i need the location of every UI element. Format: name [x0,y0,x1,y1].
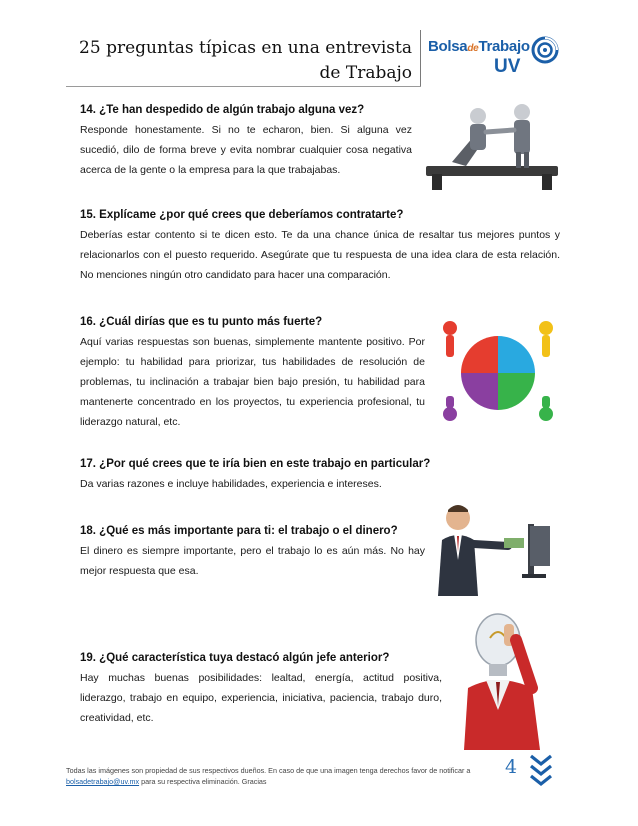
question-answer: Hay muchas buenas posibilidades: lealtad, energía, actitud positiva, liderazgo, trabajo en equipo, experiencia, iniciativa, paciencia, trabajo duro, creatividad, etc. [80,672,442,724]
puzzle-teamwork-image [436,314,560,432]
businessman-money-computer-image [430,500,558,596]
page-number: 4 [505,756,518,778]
footer-text: Todas las imágenes son propiedad de sus respectivos dueños. En caso de que una imagen tenga derechos favor de notificar a [66,766,471,775]
question-answer: Deberías estar contento si te dicen esto. Te da una chance única de resaltar tus mejores puntos y relacionarlos con el puesto requerido. Asegúrate que tu respuesta de una idea clara de esta relación. No menciones ningún otro candidato para hacer una comparación. [80,229,560,281]
handshake-businessmen-image [418,96,566,192]
logo-de: de [467,43,479,54]
question-title: 15. Explícame ¿por qué crees que deberíamos contratarte? [80,209,404,221]
question-answer: El dinero es siempre importante, pero el trabajo lo es aún más. No hay mejor respuesta que esa. [80,545,425,577]
document-title: 25 preguntas típicas en una entrevista de Trabajo [79,38,412,83]
footer-disclaimer [66,765,492,787]
question-15 [80,205,560,285]
logo-trabajo: Trabajo [478,38,530,55]
logo-uv: UV [494,56,521,77]
question-title: 14. ¿Te han despedido de algún trabajo alguna vez? [80,104,365,116]
header-divider-horizontal [66,86,421,87]
header-divider-vertical [420,30,421,86]
question-answer: Aquí varias respuestas son buenas, simplemente mantente positivo. Por ejemplo: tu habilidad para priorizar, tus habilidades de resolución de problemas, tu inclinación a trabajar bien bajo presión, tu habilidad para mantenerte concentrado en los proyectos, tu experiencia profesional, tu liderazgo natural, etc. [80,336,425,428]
question-14 [80,100,412,180]
lightbulb-head-man-image [446,610,556,750]
question-answer: Responde honestamente. Si no te echaron, bien. Si alguna vez sucedió, dilo de forma breve y evita nombrar cualquier cosa negativa acerca de la gente o la empresa para la que trabajabas. [80,124,412,176]
question-16 [80,312,425,432]
footer-email-link[interactable]: bolsadetrabajo@uv.mx [66,777,140,786]
logo-swirl-icon [531,36,559,64]
question-title: 16. ¿Cuál dirías que es tu punto más fuerte? [80,316,323,328]
question-title: 17. ¿Por qué crees que te iría bien en este trabajo en particular? [80,458,431,470]
question-title: 18. ¿Qué es más importante para ti: el trabajo o el dinero? [80,525,398,537]
question-18 [80,521,425,581]
question-title: 19. ¿Qué característica tuya destacó algún jefe anterior? [80,652,390,664]
logo-wordmark [428,38,530,55]
question-19 [80,648,442,728]
logo-bolsa: Bolsa [428,38,468,55]
chevron-down-icon [528,752,554,792]
question-answer: Da varias razones e incluye habilidades, experiencia e intereses. [80,478,382,490]
footer-text-2: para su respectiva eliminación. Gracias [139,777,267,786]
question-17 [80,454,560,494]
